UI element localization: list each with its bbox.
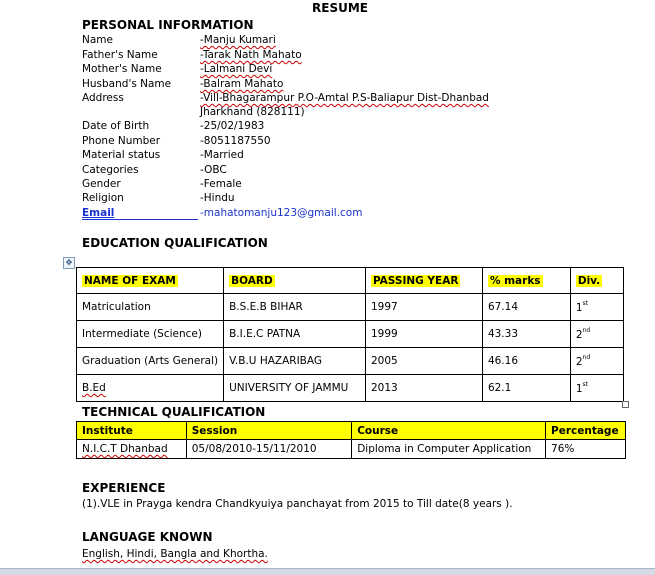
dob-value: -25/02/1983 — [200, 120, 265, 132]
header-cell — [352, 422, 546, 440]
header-board: BOARD — [231, 274, 273, 287]
father-name-label: Father's Name — [82, 49, 158, 61]
address-value: -Vill-Bhagarampur P.O-Amtal P.S-Baliapur Dist-Dhanbad — [200, 92, 489, 104]
education-header-row — [77, 268, 624, 294]
div-value: 2 — [575, 356, 583, 368]
category-label: Categories — [82, 164, 139, 176]
language-heading: LANGUAGE KNOWN — [82, 530, 213, 544]
exam-cell — [77, 375, 224, 402]
gender-value: -Female — [200, 178, 242, 190]
education-heading: EDUCATION QUALIFICATION — [82, 236, 268, 250]
header-session: Session — [191, 424, 238, 437]
session-cell: 05/08/2010-15/11/2010 — [186, 440, 351, 459]
header-institute: Institute — [82, 424, 133, 437]
div-cell — [570, 294, 623, 321]
div-value: 1 — [575, 302, 583, 314]
exam-value: B.Ed — [82, 382, 106, 394]
name-label: Name — [82, 34, 113, 46]
exam-cell: Matriculation — [77, 294, 224, 321]
technical-header-row — [77, 422, 626, 440]
year-cell: 2005 — [365, 348, 482, 375]
dob-label: Date of Birth — [82, 120, 150, 132]
name-value: -Manju Kumari — [200, 34, 276, 46]
institute-cell — [77, 440, 187, 459]
div-suffix: st — [582, 381, 589, 388]
table-row — [77, 321, 624, 348]
percentage-cell: 76% — [546, 440, 626, 459]
experience-text: (1).VLE in Prayga kendra Chandkyuiya panchayat from 2015 to Till date(8 years ). — [82, 498, 513, 510]
table-row — [77, 348, 624, 375]
exam-cell: Graduation (Arts General) — [77, 348, 224, 375]
div-value: 1 — [575, 383, 583, 395]
father-name-value: -Tarak Nath Mahato — [200, 49, 302, 61]
mother-name-value: -Lalmani Devi — [200, 63, 273, 75]
header-passing-year: PASSING YEAR — [372, 274, 459, 287]
year-cell: 1999 — [365, 321, 482, 348]
phone-value: -8051187550 — [200, 135, 271, 147]
header-cell — [570, 268, 623, 294]
year-cell: 1997 — [365, 294, 482, 321]
education-table — [76, 267, 624, 402]
exam-cell: Intermediate (Science) — [77, 321, 224, 348]
header-cell — [77, 422, 187, 440]
header-cell — [186, 422, 351, 440]
year-cell: 2013 — [365, 375, 482, 402]
marks-cell: 43.33 — [482, 321, 570, 348]
address-label: Address — [82, 92, 124, 104]
div-suffix: st — [582, 300, 589, 307]
board-cell: UNIVERSITY OF JAMMU — [224, 375, 366, 402]
div-suffix: nd — [582, 354, 591, 361]
husband-name-value: -Balram Mahato — [200, 78, 284, 90]
div-cell — [570, 321, 623, 348]
header-percentage: Percentage — [551, 424, 619, 437]
board-cell: B.I.E.C PATNA — [224, 321, 366, 348]
header-div: Div. — [577, 274, 601, 287]
gender-label: Gender — [82, 178, 121, 190]
technical-table — [76, 421, 626, 459]
table-row — [77, 375, 624, 402]
header-course: Course — [357, 424, 399, 437]
board-cell: V.B.U HAZARIBAG — [224, 348, 366, 375]
husband-name-label: Husband's Name — [82, 78, 172, 90]
header-cell — [77, 268, 224, 294]
marital-status-label: Material status — [82, 149, 161, 161]
address-line2-value: Jharkhand (828111) — [200, 106, 305, 118]
phone-label: Phone Number — [82, 135, 161, 147]
div-value: 2 — [575, 329, 583, 341]
marital-status-value: -Married — [200, 149, 244, 161]
email-underline — [82, 219, 198, 220]
header-cell — [224, 268, 366, 294]
institute-value: N.I.C.T Dhanbad — [82, 443, 168, 455]
header-cell — [365, 268, 482, 294]
document-title: RESUME — [312, 1, 368, 15]
religion-value: -Hindu — [200, 192, 235, 204]
table-move-handle-icon[interactable]: ✥ — [63, 257, 75, 269]
category-value: -OBC — [200, 164, 227, 176]
header-marks: % marks — [489, 274, 541, 287]
marks-cell: 67.14 — [482, 294, 570, 321]
experience-heading: EXPERIENCE — [82, 481, 166, 495]
board-cell: B.S.E.B BIHAR — [224, 294, 366, 321]
marks-cell: 62.1 — [482, 375, 570, 402]
table-row — [77, 294, 624, 321]
technical-heading: TECHNICAL QUALIFICATION — [82, 405, 266, 419]
header-cell — [482, 268, 570, 294]
course-cell: Diploma in Computer Application — [352, 440, 546, 459]
table-row — [77, 440, 626, 459]
email-label: Email — [82, 207, 115, 219]
religion-label: Religion — [82, 192, 124, 204]
personal-information-heading: PERSONAL INFORMATION — [82, 18, 254, 32]
table-resize-handle[interactable] — [622, 401, 629, 408]
div-cell — [570, 375, 623, 402]
header-exam: NAME OF EXAM — [84, 274, 176, 287]
header-cell — [546, 422, 626, 440]
email-link[interactable]: -mahatomanju123@gmail.com — [200, 207, 363, 219]
div-cell — [570, 348, 623, 375]
mother-name-label: Mother's Name — [82, 63, 162, 75]
div-suffix: nd — [582, 327, 591, 334]
marks-cell: 46.16 — [482, 348, 570, 375]
language-text: English, Hindi, Bangla and Khortha. — [82, 548, 268, 560]
